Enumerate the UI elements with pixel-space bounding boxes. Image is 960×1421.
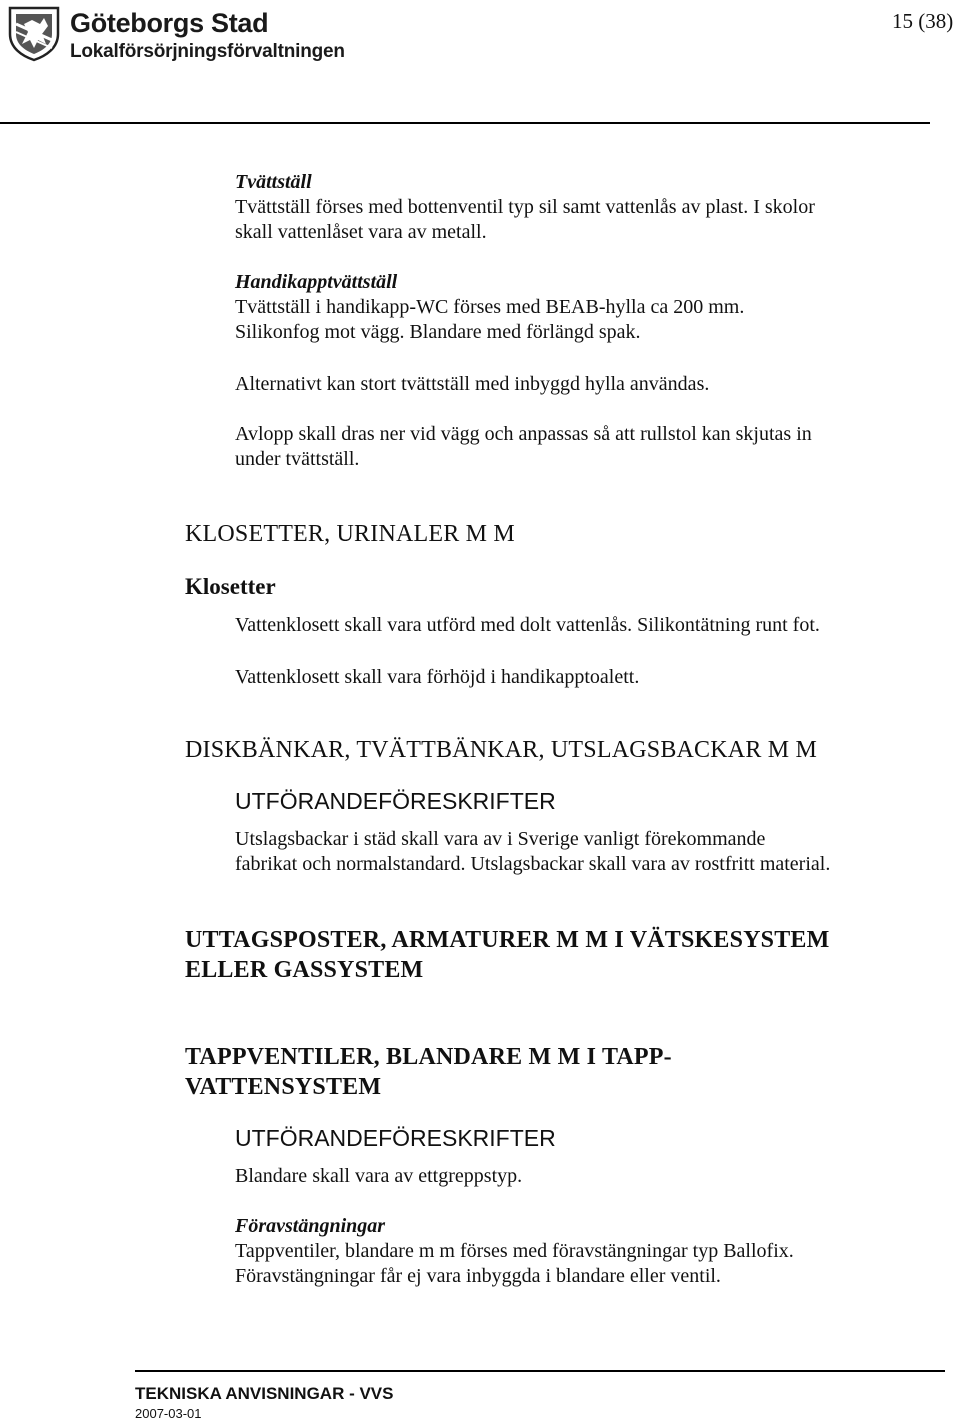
klosetter-subheading: Klosetter bbox=[185, 574, 276, 599]
diskbankar-line-1: Utslagsbackar i städ skall vara av i Sverige vanligt förekommande bbox=[235, 828, 766, 850]
uttagsposter-heading-line-2: ELLER GASSYSTEM bbox=[185, 957, 424, 983]
handikapp-alternative: Alternativt kan stort tvättställ med inbyggd hylla användas. bbox=[235, 373, 710, 395]
handikapp-avlopp-line-1: Avlopp skall dras ner vid vägg och anpassas så att rullstol kan skjutas in bbox=[235, 423, 812, 445]
klosetter-paragraph-2: Vattenklosett skall vara förhöjd i handikapptoalett. bbox=[235, 666, 640, 688]
footer-title: TEKNISKA ANVISNINGAR - VVS bbox=[135, 1384, 394, 1403]
diskbankar-subheading: UTFÖRANDEFÖRESKRIFTER bbox=[235, 788, 556, 814]
foravstangningar-heading: Föravstängningar bbox=[235, 1215, 386, 1237]
tappventiler-subheading: UTFÖRANDEFÖRESKRIFTER bbox=[235, 1125, 556, 1151]
tappventiler-heading-line-2: VATTENSYSTEM bbox=[185, 1074, 382, 1100]
klosetter-paragraph-1: Vattenklosett skall vara utförd med dolt vattenlås. Silikontätning runt fot. bbox=[235, 614, 820, 636]
page-number: 15 (38) bbox=[892, 9, 954, 33]
foravstangningar-line-2: Föravstängningar får ej vara inbyggda i blandare eller ventil. bbox=[235, 1265, 721, 1287]
org-name: Göteborgs Stad bbox=[70, 8, 269, 38]
org-department: Lokalförsörjningsförvaltningen bbox=[70, 41, 345, 62]
tappventiler-heading-line-1: TAPPVENTILER, BLANDARE M M I TAPP- bbox=[185, 1044, 672, 1070]
tvattstall-line-2: skall vattenlåset vara av metall. bbox=[235, 221, 487, 243]
tvattstall-heading: Tvättställ bbox=[235, 171, 312, 193]
tappventiler-paragraph: Blandare skall vara av ettgreppstyp. bbox=[235, 1165, 523, 1187]
handikapp-heading: Handikapptvättställ bbox=[235, 271, 398, 293]
city-logo-icon bbox=[6, 4, 62, 62]
uttagsposter-heading-line-1: UTTAGSPOSTER, ARMATURER M M I VÄTSKESYSTEM bbox=[185, 927, 830, 953]
diskbankar-section-heading: DISKBÄNKAR, TVÄTTBÄNKAR, UTSLAGSBACKAR M M bbox=[185, 737, 818, 763]
handikapp-line-2: Silikonfog mot vägg. Blandare med förlängd spak. bbox=[235, 321, 641, 343]
footer-date: 2007-03-01 bbox=[135, 1406, 202, 1421]
diskbankar-line-2: fabrikat och normalstandard. Utslagsbackar skall vara av rostfritt material. bbox=[235, 853, 831, 875]
footer-divider bbox=[135, 1370, 945, 1372]
handikapp-avlopp-line-2: under tvättställ. bbox=[235, 448, 360, 470]
handikapp-line-1: Tvättställ i handikapp-WC förses med BEAB-hylla ca 200 mm. bbox=[235, 296, 745, 318]
foravstangningar-line-1: Tappventiler, blandare m m förses med föravstängningar typ Ballofix. bbox=[235, 1240, 794, 1262]
klosetter-section-heading: KLOSETTER, URINALER M M bbox=[185, 521, 515, 547]
header-divider bbox=[0, 122, 930, 124]
tvattstall-line-1: Tvättställ förses med bottenventil typ sil samt vattenlås av plast. I skolor bbox=[235, 196, 815, 218]
